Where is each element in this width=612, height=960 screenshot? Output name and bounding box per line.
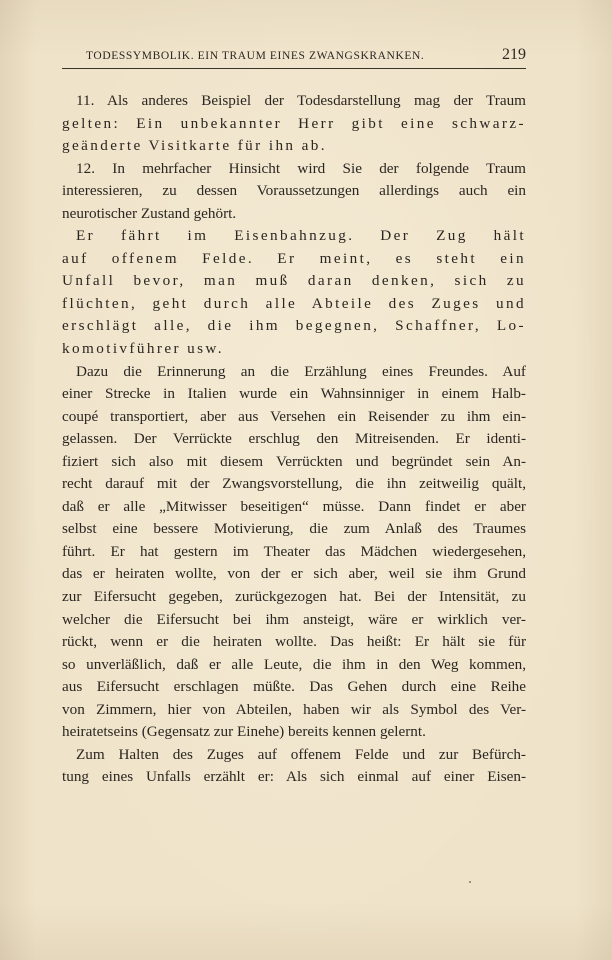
text-line: führt. Er hat gestern im Theater das Mädchen wiedergesehen, — [62, 542, 526, 560]
paper-speck — [469, 881, 471, 883]
page-number: 219 — [502, 46, 526, 63]
text-line: fiziert sich also mit diesem Verrückten und begründet sein An- — [62, 452, 526, 470]
text-line: tung eines Unfalls erzählt er: Als sich einmal auf einer Eisen- — [62, 768, 526, 786]
text-line: heiratetseins (Gegensatz zur Einehe) bereits kennen gelernt. — [62, 723, 426, 741]
text-line: Unfall bevor, man muß daran denken, sich zu — [62, 272, 526, 290]
text-line: daß er alle „Mitwisser beseitigen“ müsse. Dann findet er aber — [62, 497, 526, 515]
text-line: aus Eifersucht erschlagen müßte. Das Gehen durch eine Reihe — [62, 678, 526, 696]
text-line: 12. In mehrfacher Hinsicht wird Sie der folgende Traum — [76, 159, 526, 177]
page-header — [62, 44, 526, 69]
text-line: auf offenem Felde. Er meint, es steht ein — [62, 249, 526, 267]
text-line: Zum Halten des Zuges auf offenem Felde und zur Befürch- — [76, 745, 526, 763]
text-line: geänderte Visitkarte für ihn ab. — [62, 137, 327, 155]
text-line: 11. Als anderes Beispiel der Todesdarstellung mag der Traum — [76, 92, 526, 109]
text-line: Dazu die Erinnerung an die Erzählung eines Freundes. Auf — [76, 362, 526, 380]
text-line: komotivführer usw. — [62, 340, 225, 358]
text-line: rückt, wenn er die heiraten wollte. Das heißt: Er hält sie für — [62, 633, 526, 651]
text-line: recht darauf mit der Zwangsvorstellung, die ihn zeitweilig quält, — [62, 475, 526, 493]
text-line: zur Eifersucht gegeben, zurückgezogen hat. Bei der Intensität, zu — [62, 588, 526, 606]
text-line: welcher die Eifersucht bei ihm ansteigt, wäre er wirklich ver- — [62, 610, 526, 628]
text-line: Er fährt im Eisenbahnzug. Der Zug hält — [76, 227, 526, 245]
text-line: von Zimmern, hier von Abteilen, haben wir als Symbol des Ver- — [62, 700, 526, 718]
text-line: das er heiraten wollte, von der er sich aber, weil sie ihm Grund — [62, 565, 526, 583]
text-line: interessieren, zu dessen Voraussetzungen allerdings auch ein — [62, 182, 526, 200]
text-line: selbst eine bessere Motivierung, die zum Anlaß des Traumes — [62, 520, 526, 538]
text-line: neurotischer Zustand gehört. — [62, 204, 237, 222]
text-line: coupé transportiert, aber aus Versehen ein Reisender zu ihm ein- — [62, 407, 526, 425]
text-line: gelten: Ein unbekannter Herr gibt eine schwarz- — [62, 114, 526, 132]
running-head: TODESSYMBOLIK. EIN TRAUM EINES ZWANGSKRANKEN. — [86, 50, 425, 62]
text-line: einer Strecke in Italien wurde ein Wahnsinniger in einem Halb- — [62, 385, 526, 403]
text-line: gelassen. Der Verrückte erschlug den Mitreisenden. Er identi- — [62, 430, 526, 448]
text-line: flüchten, geht durch alle Abteile des Zuges und — [62, 294, 526, 312]
text-line: so unverläßlich, daß er alle Leute, die ihm in den Weg kommen, — [62, 655, 526, 673]
text-line: erschlägt alle, die ihm begegnen, Schaffner, Lo- — [62, 317, 526, 335]
body-text — [62, 90, 526, 789]
